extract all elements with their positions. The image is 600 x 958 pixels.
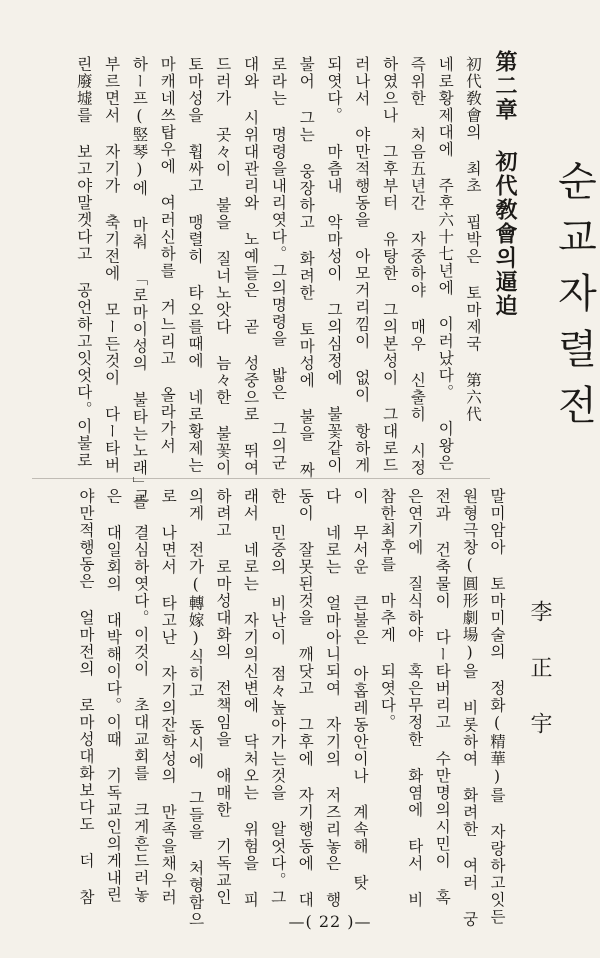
upper-text-column-11: 토마성을 휩싸고 맹렬히 타오를때에 네로황제는 <box>186 56 204 474</box>
upper-text-column-6: 되엿다。 마츰내 악마성이 그의심정에 불꽃같이 <box>325 56 343 474</box>
upper-text-column-9: 대와 시위대관리와 노예들은 곧 성중으로 뛰여 <box>241 56 260 477</box>
section-divider <box>32 478 490 479</box>
page-number: —( 22 )— <box>288 912 372 931</box>
lower-text-column-3: 전과 건축물이 다ー타버리고 수만명의시민이 혹 <box>433 488 452 906</box>
lower-text-column-16: 야만적행동은 얼마전의 로마성대화보다도 더 참 <box>77 488 95 906</box>
upper-text-column-2: 네로황제대에 주후六十七년에 이러났다。 이왕은 <box>436 56 455 472</box>
upper-text-column-10: 드러가 곳々이 불을 질너노앗다 늠々한 불꽃이 <box>213 56 232 477</box>
upper-text-column-5: 러나서 야만적행동을 아모거리낌이 없이 항하게 <box>352 56 371 474</box>
lower-text-column-8: 동이 잘못된것을 깨닷고 그후에 자기행동에 대 <box>296 488 315 909</box>
upper-text-column-7: 불어 그는 웅장하고 화려한 토마성에 불을 짜 <box>297 56 316 479</box>
lower-text-column-10: 래서 네로는 자기의신변에 닥처오는 위험을 피 <box>241 488 260 909</box>
lower-text-column-1: 말미암아 토마미술의 정화(精華)를 자랑하고잇든 <box>488 488 506 926</box>
upper-text-column-4: 하였으나 그후부터 유탕한 그의본성이 그대로드 <box>380 56 399 474</box>
author-name: 李正宇 <box>527 600 552 768</box>
lower-text-column-15: 은 대일회의 대박해이다。이때 기독교인의게내린 <box>104 488 123 904</box>
upper-text-column-1: 初代敎會의 최초 핍박은 토마제국 第六代 <box>464 56 482 423</box>
upper-text-column-15: 린廢墟를 보고야말겟다고 공언하고잇엇다。이불로 <box>74 56 93 469</box>
lower-text-column-14: 고 결심하엿다。이것이 초대교회를 크게흔드러놓 <box>131 488 150 904</box>
lower-text-column-13: 로 나면서 타고난 자기의잔학성의 만족을채우러 <box>159 488 178 906</box>
lower-text-column-6: 이 무서운 큰불은 아홉레동안이나 계속해 탓 <box>351 488 369 892</box>
lower-text-column-4: 은연기에 질식하야 혹은무정한 화염에 타서 비 <box>405 488 424 909</box>
lower-text-column-9: 한 민중의 비난이 점々높아가는것을 알엇다。그 <box>268 488 287 906</box>
chapter-heading: 第二章 初代敎會의逼迫 <box>492 50 518 318</box>
upper-text-column-3: 즉위한 처음五년간 자중하야 매우 신출히 시정 <box>408 56 427 477</box>
upper-text-column-8: 로라는 명령을내리엿다。그의명령을 밟은 그의군 <box>269 56 288 472</box>
upper-text-column-12: 마캐네쓰탑우에 여러신하를 거느리고 올라가서 <box>158 56 177 455</box>
lower-text-column-12: 의게 전가(轉嫁)식히고 동시에 그들을 처형함으 <box>186 488 205 928</box>
lower-text-column-5: 참한최후를 마추게 되엿다。 <box>378 488 397 731</box>
lower-text-column-2: 원형극창(圓形劇場)을 비롯하여 화려한 여러 궁 <box>460 488 479 928</box>
lower-text-column-11: 하려고 로마성대화의 전책임을 애매한 기독교인 <box>214 488 232 906</box>
upper-text-column-14: 부르면서 자기가 축기전에 모ー든것이 다ー타버 <box>102 56 121 474</box>
upper-text-column-13: 하ー프(竪琴)에 마춰 「로마이성의 불타는노래」를 <box>130 56 149 511</box>
lower-text-column-7: 다 네로는 얼마아니되여 자기의 저즈리놓은 행 <box>323 488 342 909</box>
article-title: 순교자렬전 <box>551 160 597 440</box>
